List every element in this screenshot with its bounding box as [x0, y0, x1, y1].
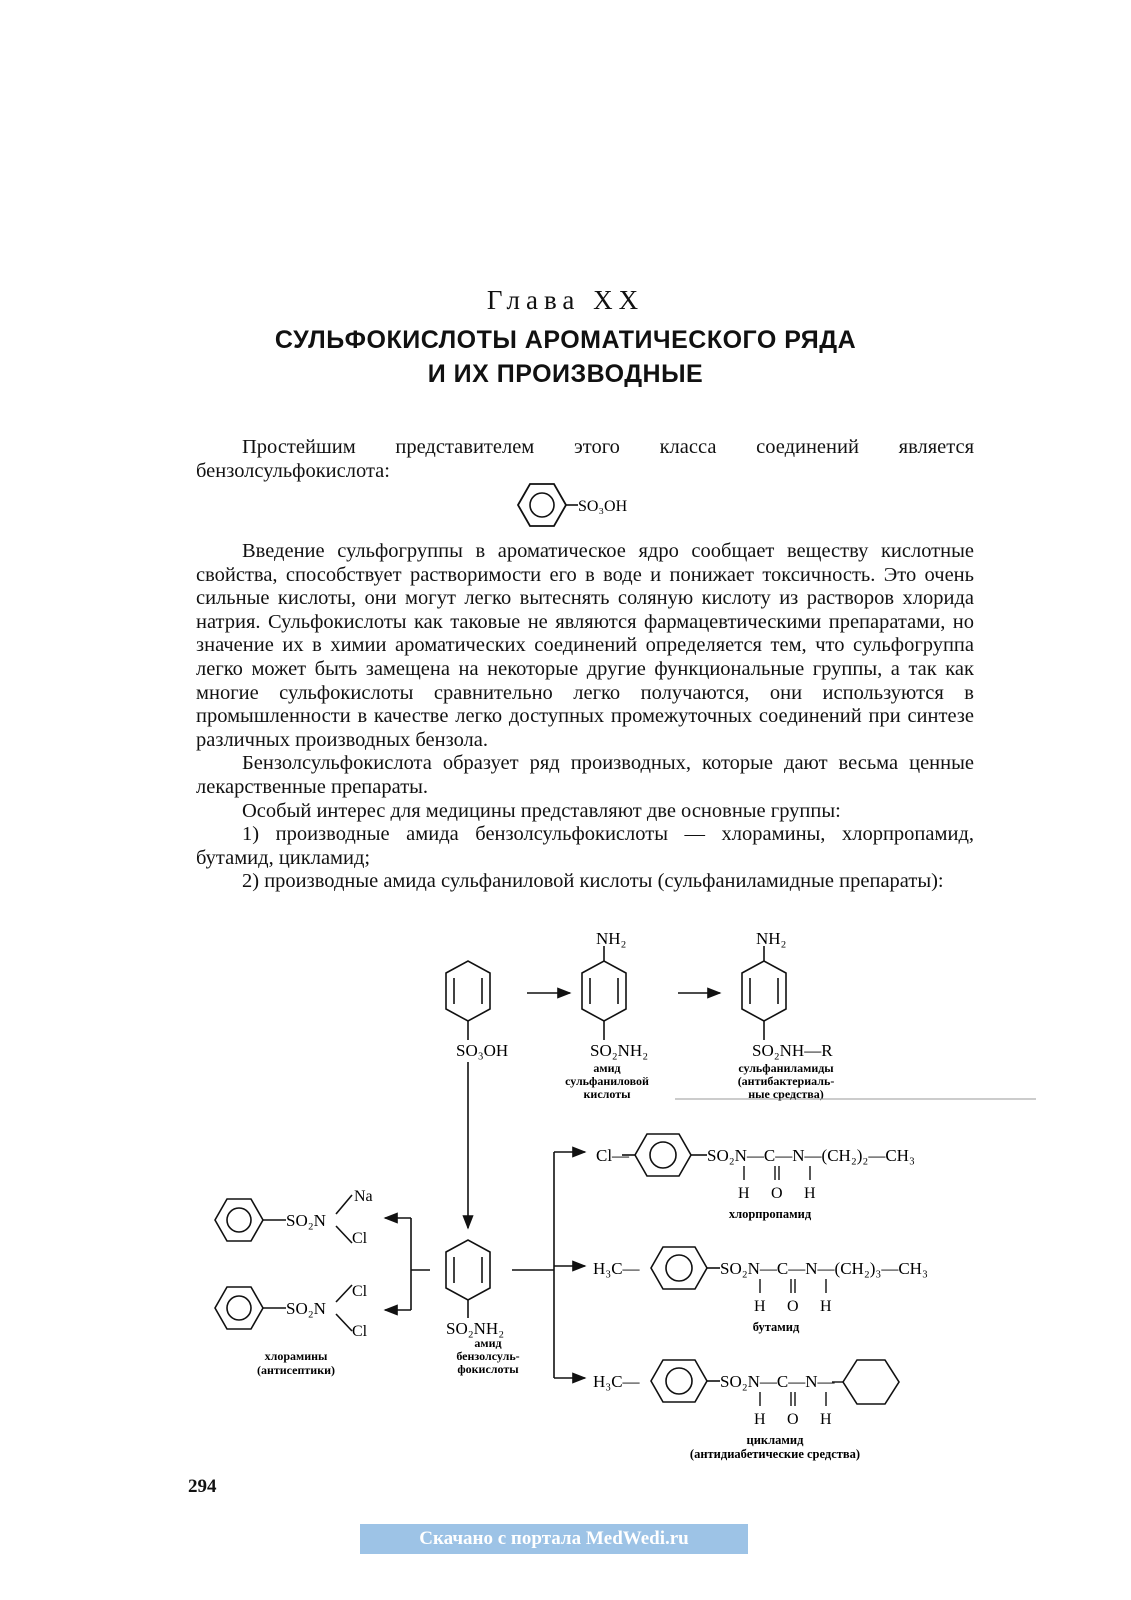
download-banner[interactable]: Скачано с портала MedWedi.ru — [360, 1524, 748, 1554]
h-label: H — [820, 1411, 832, 1428]
amide-sulfanilic-label: сульфаниловой — [565, 1074, 649, 1088]
amide-sulfanilic-label: амид — [593, 1061, 621, 1075]
amide-benzenesulfonic-label: фокислоты — [457, 1362, 519, 1376]
o-label: O — [771, 1185, 783, 1202]
o-label: O — [787, 1411, 799, 1428]
cl-label-1: Cl — [352, 1230, 368, 1247]
cyclamide-label: цикламид — [746, 1433, 804, 1447]
paragraph-3: Особый интерес для медицины представляют две основные группы: — [242, 799, 841, 822]
chapter-heading: Глава XX — [486, 285, 645, 315]
h-label: H — [804, 1185, 816, 1202]
so2n-label-1: SO₂N — [286, 1211, 326, 1230]
chlorpropamide-formula: SO₂N—C—N—(CH₂)₂—CH₃ — [707, 1146, 915, 1165]
sulfanilamides-label: ные средства) — [748, 1087, 824, 1101]
h-label: H — [738, 1185, 750, 1202]
page-number: 294 — [188, 1476, 217, 1497]
so2nh2-label-2: SO₂NH₂ — [446, 1319, 505, 1338]
o-label: O — [787, 1298, 799, 1315]
so2nh2-label-1: SO₂NH₂ — [590, 1041, 649, 1060]
cyclamide-formula: SO₂N—C—N— — [720, 1372, 835, 1391]
chapter-title-line2: И ИХ ПРОИЗВОДНЫЕ — [427, 360, 704, 388]
list-item-1: 1) производные амида бензолсульфокислоты — хлорамины, хлорпропамид, бутамид, цикламид; — [196, 823, 974, 869]
chloramines-label: (антисептики) — [256, 1363, 336, 1377]
chlorpropamide-label: хлорпропамид — [728, 1207, 812, 1221]
paragraph-1: Введение сульфогруппы в ароматическое ядро сообщает веществу кислотные свойства, способствует растворимости его в воде и понижает токсичность. Это очень сильные кислоты, они могут легко вытеснять соляную кислоту из растворов хлорида натрия. Сульфокислоты как таковые не являются фармацевтическими препаратами, но значение их в химии ароматических соединений определяется тем, что сульфогруппа легко может быть замещена на некоторые другие функциональные группы, а так как многие сульфокислоты сравнительно легко получаются, они используются в промышленности в качестве легко доступных промежуточных соединений при синтезе различных производных бензола. — [196, 540, 974, 751]
main-text — [196, 540, 974, 894]
na-label: Na — [354, 1188, 373, 1205]
amide-benzenesulfonic-label: амид — [474, 1336, 502, 1350]
butamide-formula: SO₂N—C—N—(CH₂)₃—CH₃ — [720, 1259, 928, 1278]
h-label: H — [754, 1298, 766, 1315]
so2n-label-2: SO₂N — [286, 1299, 326, 1318]
cl-label-3: Cl — [352, 1323, 368, 1340]
benzenesulfonic-acid-structure — [508, 478, 658, 534]
list-item-2: 2) производные амида сульфаниловой кислоты (сульфаниламидные препараты): — [242, 870, 944, 893]
intro-text: Простейшим представителем этого класса соединений является бензолсульфокислота: — [196, 436, 974, 482]
intro-paragraph — [196, 436, 974, 483]
so3oh-label: SO₃OH — [456, 1041, 509, 1060]
amide-benzenesulfonic-label: бензолсуль- — [456, 1349, 520, 1363]
chloramines-label: хлорамины — [264, 1349, 328, 1363]
h3c-prefix-1: H₃C— — [593, 1259, 640, 1278]
h3c-prefix-2: H₃C— — [593, 1372, 640, 1391]
nh2-label-2: NH₂ — [756, 929, 787, 948]
amide-sulfanilic-label: кислоты — [583, 1087, 631, 1101]
cl-label-2: Cl — [352, 1283, 368, 1300]
reaction-scheme — [0, 920, 1131, 1480]
sulfanilamides-label: сульфаниламиды — [738, 1061, 834, 1075]
so3h-label: SO₃OH — [578, 498, 628, 515]
h-label: H — [754, 1411, 766, 1428]
h-label: H — [820, 1298, 832, 1315]
cl-prefix: Cl— — [596, 1146, 630, 1165]
so2nhr-label: SO₂NH—R — [752, 1041, 833, 1060]
butamide-label: бутамид — [752, 1320, 800, 1334]
paragraph-2: Бензолсульфокислота образует ряд производных, которые дают весьма ценные лекарственные препараты. — [196, 752, 974, 798]
chapter-title-line1: СУЛЬФОКИСЛОТЫ АРОМАТИЧЕСКОГО РЯДА — [274, 326, 857, 354]
nh2-label-1: NH₂ — [596, 929, 627, 948]
antidiabetic-label: (антидиабетические средства) — [689, 1447, 861, 1461]
sulfanilamides-label: (антибактериаль- — [737, 1074, 835, 1088]
